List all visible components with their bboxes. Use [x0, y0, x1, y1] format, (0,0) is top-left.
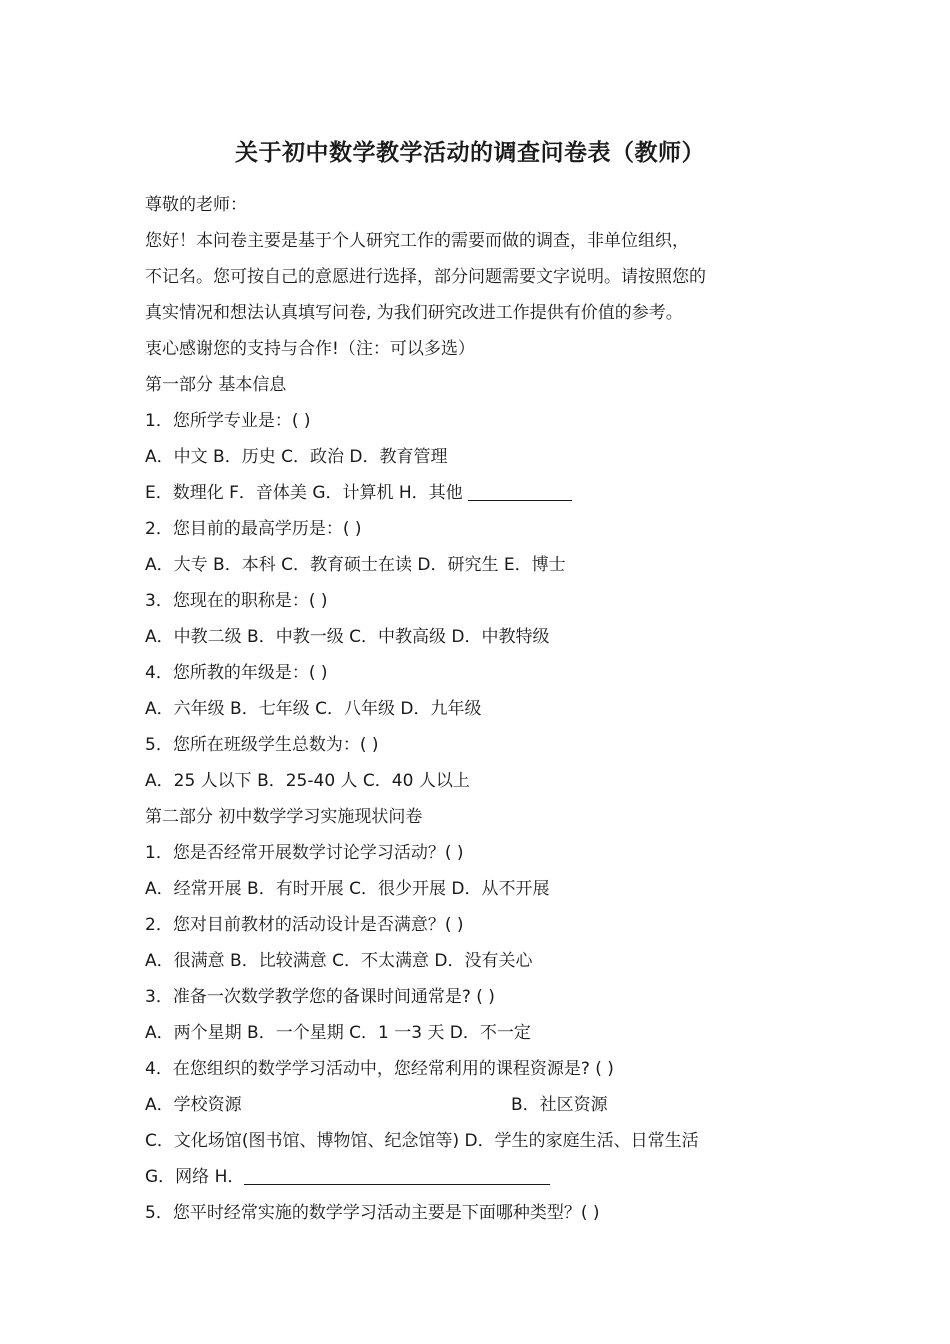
options: A．大专 B．本科 C．教育硕士在读 D．研究生 E．博士: [145, 555, 566, 575]
question: 1．您是否经常开展数学讨论学习活动？( ): [145, 843, 464, 863]
options-text: E．数理化 F．音体美 G．计算机 H．其他: [145, 483, 469, 503]
intro-line: 不记名。您可按自己的意愿进行选择，部分问题需要文字说明。请按照您的: [145, 267, 706, 287]
option-gh: G．网络 H．: [145, 1167, 245, 1187]
question: 2．您对目前教材的活动设计是否满意？( ): [145, 915, 464, 935]
question: 3．准备一次数学教学您的备课时间通常是? ( ): [145, 987, 495, 1007]
part2-heading: 第二部分 初中数学学习实施现状问卷: [145, 807, 423, 827]
options: A．25 人以下 B．25-40 人 C．40 人以上: [145, 771, 470, 791]
options: [145, 1123, 805, 1159]
fill-in-blank[interactable]: [468, 478, 572, 501]
options: [145, 1159, 805, 1195]
option-b: B．社区资源: [511, 1095, 608, 1115]
question: 5．您所在班级学生总数为：( ): [145, 735, 379, 755]
document-body: [145, 187, 805, 1231]
question: 3．您现在的职称是：( ): [145, 591, 328, 611]
fill-in-blank[interactable]: [244, 1162, 550, 1185]
options: A．经常开展 B．有时开展 C．很少开展 D．从不开展: [145, 879, 550, 899]
salutation: 尊敬的老师：: [145, 195, 247, 215]
option-c: C．文化场馆(图书馆、博物馆、纪念馆等): [145, 1131, 460, 1151]
options: A．中教二级 B．中教一级 C．中教高级 D．中教特级: [145, 627, 550, 647]
options: [145, 475, 805, 511]
intro-line: 衷心感谢您的支持与合作!（注：可以多选）: [145, 339, 475, 359]
part1-heading: 第一部分 基本信息: [145, 375, 287, 395]
options: A．六年级 B．七年级 C．八年级 D．九年级: [145, 699, 482, 719]
options: [145, 1087, 805, 1123]
option-d: D．学生的家庭生活、日常生活: [464, 1131, 699, 1151]
document-title: 关于初中数学教学活动的调查问卷表（教师）: [235, 140, 705, 166]
intro-line: 真实情况和想法认真填写问卷, 为我们研究改进工作提供有价值的参考。: [145, 303, 683, 323]
options: A．两个星期 B．一个星期 C．1 一3 天 D．不一定: [145, 1023, 531, 1043]
option-a: A．学校资源: [145, 1095, 242, 1115]
question: 1．您所学专业是：( ): [145, 411, 311, 431]
question: 2．您目前的最高学历是：( ): [145, 519, 362, 539]
options: A．很满意 B．比较满意 C．不太满意 D．没有关心: [145, 951, 533, 971]
options: A．中文 B．历史 C．政治 D．教育管理: [145, 447, 448, 467]
question: 5．您平时经常实施的数学学习活动主要是下面哪种类型？( ): [145, 1203, 600, 1223]
question: 4．在您组织的数学学习活动中，您经常利用的课程资源是? ( ): [145, 1059, 614, 1079]
question: 4．您所教的年级是：( ): [145, 663, 328, 683]
intro-line: 您好！本问卷主要是基于个人研究工作的需要而做的调查，非单位组织，: [145, 231, 689, 251]
